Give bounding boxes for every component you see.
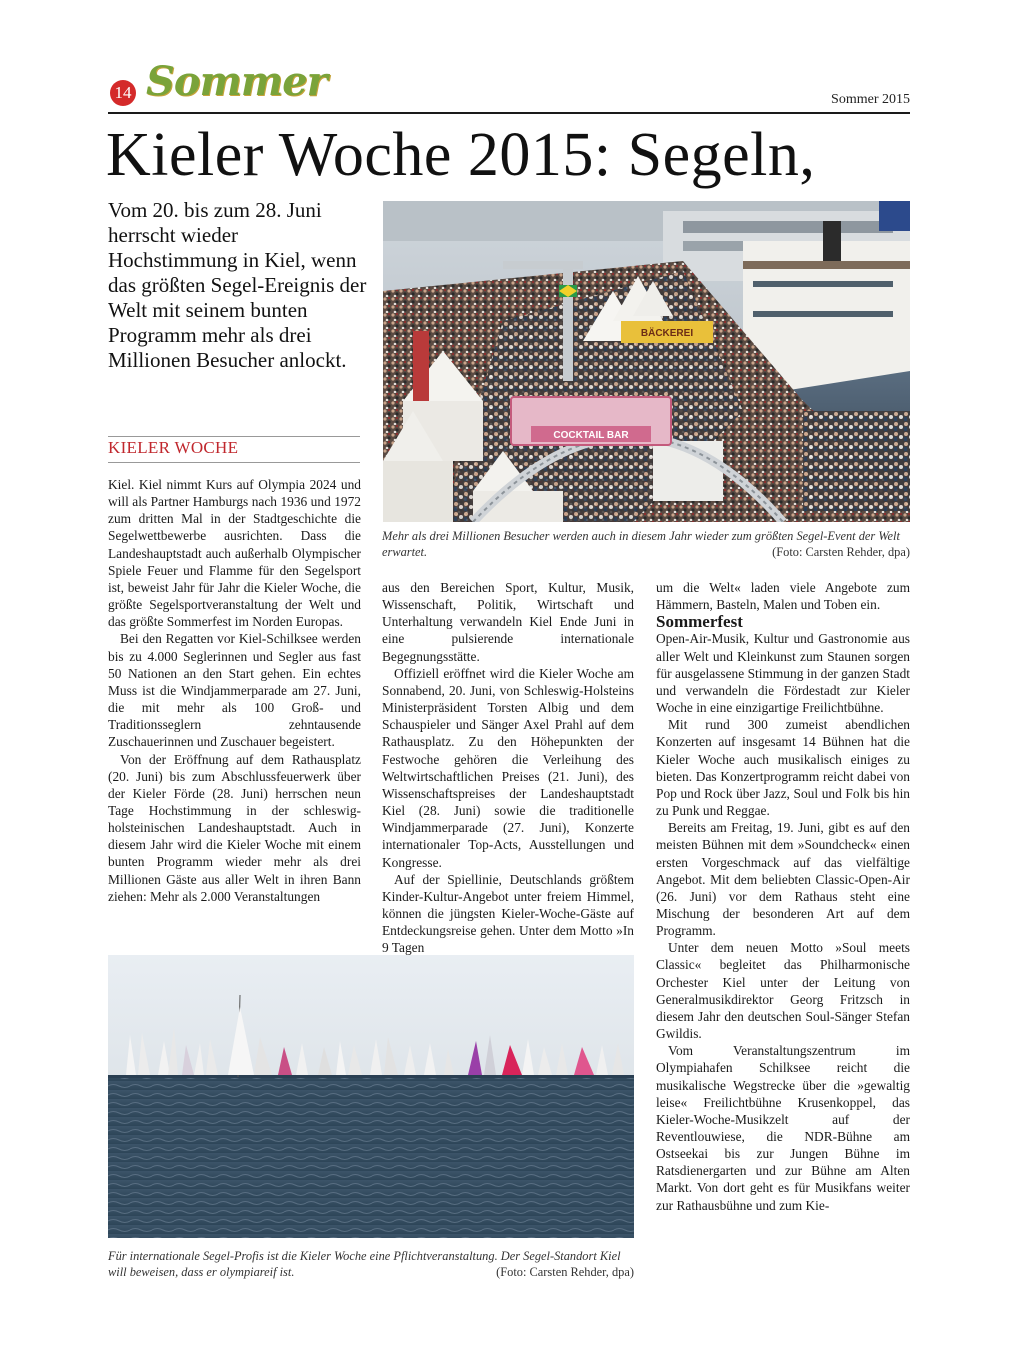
photo2-credit: (Foto: Carsten Rehder, dpa)	[496, 1265, 634, 1279]
paragraph: Vom Veranstaltungszentrum im Olympiahafen Schilksee reicht die musikalische Wegstrecke über die »gewaltig leise« Freilichtbühne Krusenkoppel, das Kieler-Woche-Musikzelt auf der Reventlouwiese, die NDR-Bühne am Ostseekai bis zur Jungen Bühne im Ratsdienergarten und zur Bühne am Alten Markt. Von dort geht es für Musikfans weiter zur Rathausbühne und zum Kie-	[656, 1043, 910, 1213]
subheading-sommerfest: Sommerfest	[656, 612, 743, 632]
article-column-1	[108, 476, 361, 905]
rubric-label: KIELER WOCHE	[108, 438, 239, 457]
paragraph: Offiziell eröffnet wird die Kieler Woche am Sonnabend, 20. Juni, von Schleswig-Holsteins Ministerpräsident Torsten Albig und dem Schauspieler und Sänger Axel Prahl auf dem Rathausplatz. Zu den Höhepunkten der Festwoche gehören die Verleihung des Weltwirtschaftlichen Preises (21. Juni), des Wissenschaftspreises der Landeshauptstadt Kiel (28. Juni) sowie die traditionelle Windjammerparade (27. Juni), Konzerte internationaler Top-Acts, Ausstellungen und Kongresse.	[382, 665, 634, 870]
photo2-caption	[108, 1248, 634, 1280]
photo1-credit: (Foto: Carsten Rehder, dpa)	[772, 545, 910, 559]
rubric-rule-bottom	[108, 462, 360, 463]
paragraph: Mit rund 300 zumeist abendlichen Konzerten auf insgesamt 14 Bühnen hat die Kieler Woche auch musikalisch einiges zu bieten. Das Konzertprogramm reicht dabei von Pop und Rock über Jazz, Soul und Folk bis hin zu Punk und Reggae.	[656, 717, 910, 819]
section-logo: Sommer	[146, 58, 327, 105]
page-number: 14	[110, 80, 136, 106]
regatta-photo	[108, 955, 634, 1238]
paragraph: Von der Eröffnung auf dem Rathausplatz (20. Juni) bis zum Abschlussfeuerwerk über der Kieler Förde (28. Juni) herrschen neun Tage Hochstimmung in der schleswig-holsteinischen Landeshauptstadt. Auch in diesem Jahr wird die Kieler Woche mit einem bunten Programm wieder mehr als drei Millionen Gäste aus aller Welt in ihren Bann ziehen: Mehr als 2.000 Veranstaltungen	[108, 751, 361, 904]
bakery-sign: BÄCKEREI	[640, 328, 694, 339]
article-column-3	[656, 579, 910, 1214]
paragraph: Bereits am Freitag, 19. Juni, gibt es auf den meisten Bühnen mit dem »Soundcheck« einen ersten Vorgeschmack auf das vielfältige Angebot. Mit dem beliebten Classic-Open-Air (26. Juni) vor dem Rathaus steht eine Mischung der besonderen Art auf dem Programm.	[656, 820, 910, 939]
cocktail-bar-sign: COCKTAIL BAR	[553, 430, 629, 441]
photo2-caption-text: Für internationale Segel-Profis ist die Kieler Woche eine Pflichtveranstaltung. Der Segel-Standort Kiel will beweisen, dass er olympiareif ist.	[108, 1249, 621, 1279]
paragraph: Auf der Spiellinie, Deutschlands größtem Kinder-Kultur-Angebot unter freiem Himmel, können die jüngsten Kieler-Woche-Gäste auf Entdeckungsreise gehen. Unter dem Motto »In 9 Tagen	[382, 871, 634, 956]
photo1-caption-text: Mehr als drei Millionen Besucher werden auch in diesem Jahr wieder zum größten Segel-Event der Welt erwartet.	[382, 529, 900, 559]
paragraph: Open-Air-Musik, Kultur und Gastronomie aus aller Welt und Kleinkunst zum Staunen sorgen für ausgelassene Stimmung in der ganzen Stadt und verwandeln die Fördestadt zur Kieler Woche in eine einzigartige Freilichtbühne.	[656, 631, 910, 716]
paragraph: aus den Bereichen Sport, Kultur, Musik, Wissenschaft, Politik, Wirtschaft und Unterhaltung verwandeln Kiel Ende Juni in eine pulsierende internationale Begegnungsstätte.	[382, 580, 634, 664]
rubric-rule-top	[108, 436, 360, 437]
festival-photo	[383, 201, 910, 522]
paragraph: Unter dem neuen Motto »Soul meets Classic« begleitet das Philharmonische Orchester Kiel unter der Leitung von Generalmusikdirektor Georg Fritzsch in diesem Jahr den deutschen Soul-Sänger Stefan Gwildis.	[656, 940, 910, 1042]
photo1-caption	[382, 528, 910, 560]
header-rule	[108, 112, 910, 114]
paragraph: Kiel. Kiel nimmt Kurs auf Olympia 2024 und will als Partner Hamburgs nach 1936 und 1972 zum dritten Mal in der Stadtgeschichte die Segelwettbewerbe ausrichten. Dass die Landeshauptstadt auch außerhalb Olympischer Spiele Feuer und Flamme für den Segelsport ist, beweist Jahr für Jahr die Kieler Woche, die größte Segelsportveranstaltung der Welt und das größte Sommerfest im Norden Europas.	[108, 477, 361, 630]
lead-paragraph: Vom 20. bis zum 28. Juni herrscht wieder Hochstimmung in Kiel, wenn das größten Segel-Ereignis der Welt mit seinem bunten Programm mehr als drei Millionen Besucher anlockt.	[108, 198, 367, 372]
headline: Kieler Woche 2015: Segeln,	[106, 121, 816, 189]
article-column-2	[382, 579, 634, 956]
issue-label: Sommer 2015	[831, 92, 910, 107]
paragraph: um die Welt« laden viele Angebote zum Hämmern, Basteln, Malen und Toben ein.	[656, 580, 910, 613]
paragraph: Bei den Regatten vor Kiel-Schilksee werden bis zu 4.000 Seglerinnen und Segler aus fast 50 Nationen an den Start gehen. Ein echtes Muss ist die Windjammerparade am 27. Juni, die mit mehr als 100 Groß- und Traditionsseglern zehntausende Zuschauerinnen und Zuschauer begeistert.	[108, 631, 361, 750]
